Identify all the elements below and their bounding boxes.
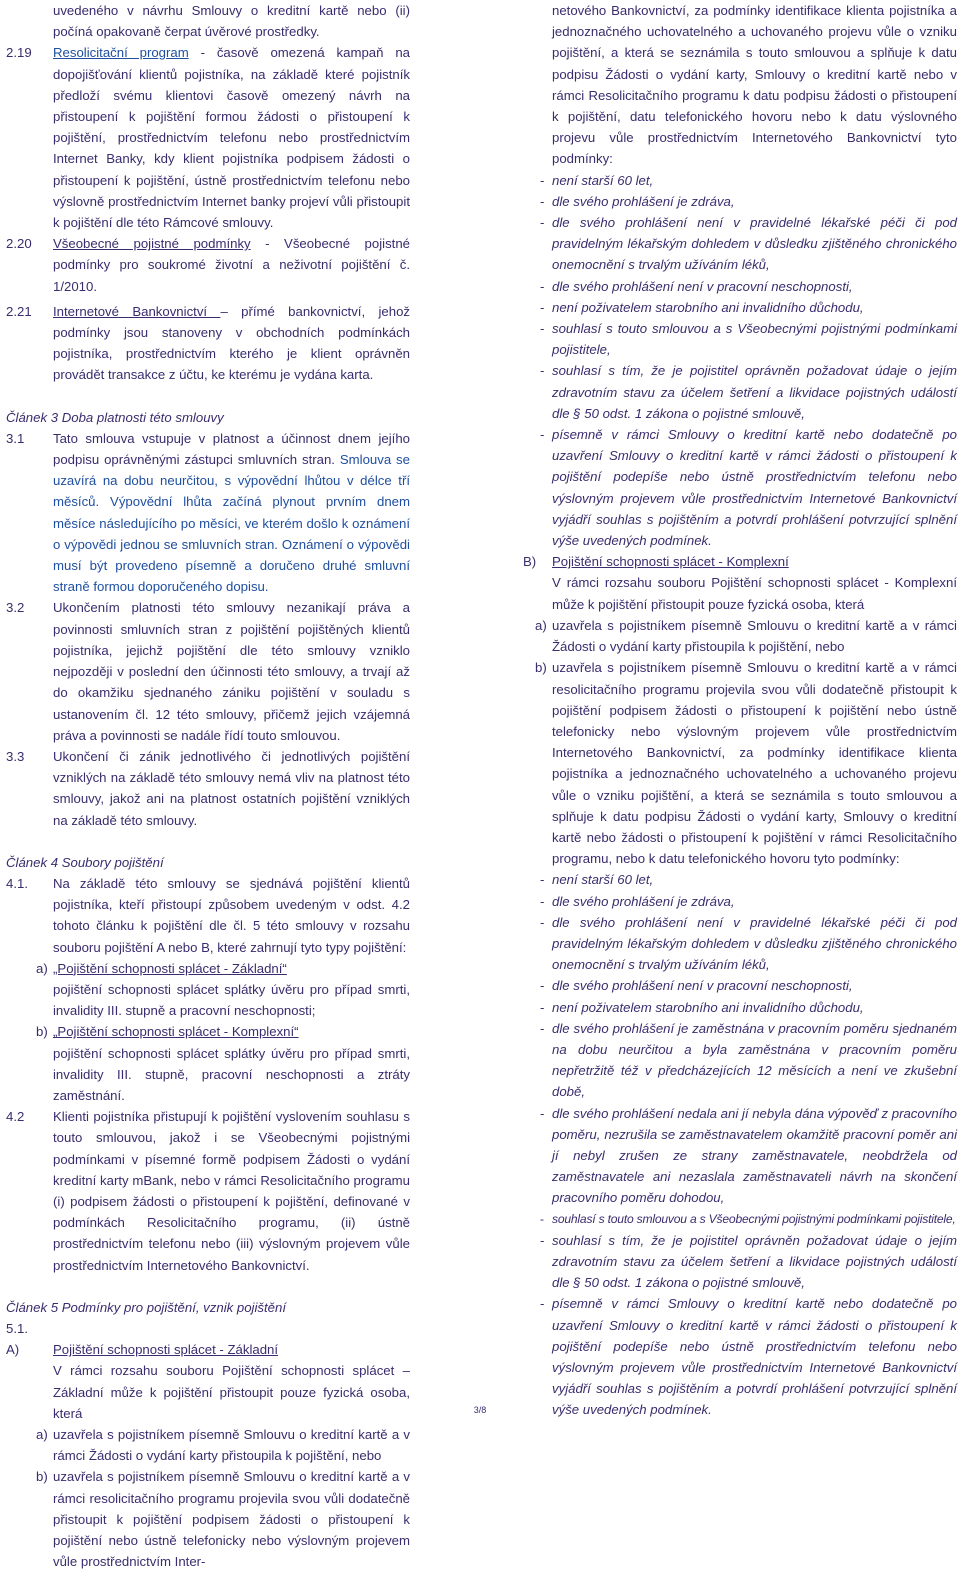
section-text: – přímé bankovnictví, jehož podmínky jsou stanoveny v obchodních podmínkách pojistníka, prostřednictvím kterého je klient oprávněn provádět transakce z účtu, ke kterému je vydána karta. bbox=[53, 303, 411, 383]
item-letter: a) bbox=[36, 960, 48, 976]
condition-text: souhlasí s touto smlouvou a s Všeobecnými pojistnými podmínkami pojistitele, bbox=[552, 1211, 956, 1226]
dash-bullet: - bbox=[540, 363, 545, 379]
section-number: 3.1 bbox=[6, 430, 25, 446]
section-number: 4.2 bbox=[6, 1109, 25, 1125]
condition-item bbox=[505, 212, 957, 276]
dash-bullet: - bbox=[540, 299, 545, 315]
condition-item bbox=[505, 297, 957, 318]
dash-bullet: - bbox=[540, 1211, 544, 1226]
section-number: 2.19 bbox=[6, 45, 32, 61]
condition-text: dle svého prohlášení je zdráva, bbox=[552, 193, 735, 209]
condition-item bbox=[505, 424, 957, 551]
condition-item bbox=[505, 276, 957, 297]
page-number: 3/8 bbox=[473, 1405, 487, 1415]
section-number: 2.21 bbox=[6, 303, 32, 319]
condition-text: dle svého prohlášení je zaměstnána v pracovním poměru sjednaném na dobu neurčitou a byla zaměstnána v pracovním poměru nepřetržitě též v předcházejících 12 měsících a není ve zkušební době, bbox=[552, 1020, 957, 1100]
left-column bbox=[6, 0, 410, 1572]
item-letter: B) bbox=[523, 554, 537, 570]
item-term: Pojištění schopnosti splácet - Komplexní bbox=[552, 554, 789, 570]
dash-bullet: - bbox=[540, 1296, 545, 1312]
condition-text: dle svého prohlášení není v pracovní neschopnosti, bbox=[552, 978, 853, 994]
dash-bullet: - bbox=[540, 872, 545, 888]
item-letter: a) bbox=[535, 617, 547, 633]
section-4-1-a bbox=[6, 958, 410, 1022]
section-text: Ukončení či zánik jednotlivého či jednotlivých pojištění vzniklých na základě této smlouvy nemá vliv na platnost této smlouvy, jakož ani na platnost ostatních pojištění vzniklých na základě této smlouvy. bbox=[53, 748, 410, 828]
section-3-1 bbox=[6, 428, 410, 598]
item-letter: b) bbox=[36, 1469, 48, 1485]
section-5-1-number: 5.1. bbox=[6, 1320, 28, 1336]
condition-item bbox=[505, 191, 957, 212]
condition-text: není starší 60 let, bbox=[552, 872, 654, 888]
item-text: uzavřela s pojistníkem písemně Smlouvu o kreditní kartě a v rámci resolicitačního programu projevila svou vůli dodatečně přistoupit k pojištění podpisem žádosti o přistoupení k pojištění nebo ústně telefonicky nebo výslovným projevem vůle prostřednictvím Internetového Bankovnictví, za podmínky identifikace klienta pojistníka a jednoznačného uchovatelného a uchovaného projevu vůle o vzniku pojištění, a která se seznámila s touto smlouvou a splňuje k datu podpisu Žádosti o vydání karty, Smlouvy o kreditní kartě nebo žádosti o přistoupení k pojištění v rámci Resolicitačního programu, nebo k datu telefonického hovoru tyto podmínky: bbox=[552, 660, 957, 867]
section-number: 3.2 bbox=[6, 600, 25, 616]
dash-bullet: - bbox=[540, 215, 545, 231]
term-vseobecne-podminky: Všeobecné pojistné podmínky bbox=[53, 236, 251, 252]
paragraph-2-18-continuation: uvedeného v návrhu Smlouvy o kreditní kartě nebo (ii) počíná opakovaně čerpat úvěrové prostředky. bbox=[53, 3, 410, 40]
condition-item bbox=[505, 318, 957, 360]
condition-item bbox=[505, 975, 957, 996]
section-text-b: Smlouva se uzavírá na dobu neurčitou, s výpovědní lhůtou v délce tří měsíců. Výpovědní lhůta začíná plynout prvním dnem měsíce následujícího po měsíci, ve kterém došlo k oznámení o výpovědi jednou se smluvních stran. Oznámení o výpovědi musí být provedeno písemně a doručeno druhé smluvní straně formou doporučeného dopisu. bbox=[53, 452, 410, 595]
conditions-list-b bbox=[505, 869, 957, 1420]
condition-text: souhlasí s tím, že je pojistitel oprávněn požadovat údaje o jejím zdravotním stavu za účelem šetření a likvidace pojistných událostí dle § 50 odst. 1 zákona o pojistné smlouvě, bbox=[552, 363, 957, 421]
condition-text: dle svého prohlášení nedala ani jí nebyla dána výpověď z pracovního poměru, nezrušila se zaměstnavatelem okamžitě pracovní poměr ani jí nebyl zrušen ze strany zaměstnavatele, neobdržela od zaměstnavatele ani nezaslala zaměstnavateli návrh na skončení pracovního poměru dohodou, bbox=[552, 1105, 957, 1206]
condition-item bbox=[505, 869, 957, 890]
section-3-3 bbox=[6, 746, 410, 831]
item-text: uzavřela s pojistníkem písemně Smlouvu o kreditní kartě a v rámci Žádosti o vydání karty přistoupila k pojištění, nebo bbox=[552, 617, 957, 655]
dash-bullet: - bbox=[540, 893, 545, 909]
condition-text: dle svého prohlášení není v pravidelné lékařské péči či pod pravidelným lékařským dohledem v důsledku zjištěného chronického onemocnění s trvalým užíváním léků, bbox=[552, 215, 957, 273]
item-letter: b) bbox=[36, 1024, 48, 1040]
article-4-heading: Článek 4 Soubory pojištění bbox=[6, 854, 164, 870]
section-number: 2.20 bbox=[6, 236, 32, 252]
condition-text: dle svého prohlášení není v pracovní neschopnosti, bbox=[552, 278, 853, 294]
right-column bbox=[505, 0, 957, 1421]
condition-text: dle svého prohlášení je zdráva, bbox=[552, 893, 735, 909]
item-term: Pojištění schopnosti splácet - Základní bbox=[53, 1342, 279, 1358]
condition-text: písemně v rámci Smlouvy o kreditní kartě nebo dodatečně po uzavření Smlouvy o kreditní kartě v rámci žádosti o přistoupení k pojištění podepíše nebo ústně prostřednictvím telefonu nebo výslovným projevem vůle prostřednictvím Internetové Bankovnictví vyjádří souhlas s pojištěním a potvrdí prohlášení potvrzující splnění výše uvedených podmínek. bbox=[552, 1296, 957, 1418]
condition-item bbox=[505, 1209, 957, 1230]
dash-bullet: - bbox=[540, 999, 545, 1015]
section-text: - časově omezená kampaň na dopojišťování klientů pojistníka, na základě které pojistník předloží svému klientovi časově omezený návrh na přistoupení k pojištění formou žádosti o přistoupení k pojištění, prostřednictvím telefonu nebo prostřednictvím Internet Banky, kdy klient pojistníka podpisem žádosti o přistoupení k pojištění, ústně prostřednictvím telefonu nebo výslovně prostřednictvím Internet banky projeví vůli přistoupit k pojištění dle této Rámcové smlouvy. bbox=[53, 45, 410, 231]
dash-bullet: - bbox=[540, 914, 545, 930]
section-5-A-b bbox=[6, 1466, 410, 1572]
section-text: Ukončením platnosti této smlouvy nezanikají práva a povinnosti smluvních stran z pojištění pojištěných klientů pojistníka, jejichž pojištění dle této smlouvy vzniklo nejpozději v poslední den účinnosti této smlouvy, a trvají až do okamžiku sjednaného zániku pojištění v souladu s ustanovením čl. 12 této smlouvy, přičemž jejich vzájemná práva a povinnosti se nadále řídí touto smlouvou. bbox=[53, 600, 410, 743]
condition-text: není poživatelem starobního ani invalidního důchodu, bbox=[552, 299, 864, 315]
dash-bullet: - bbox=[540, 278, 545, 294]
dash-bullet: - bbox=[540, 427, 545, 443]
item-text: uzavřela s pojistníkem písemně Smlouvu o kreditní kartě a v rámci Žádosti o vydání karty přistoupila k pojištění, nebo bbox=[53, 1427, 410, 1464]
condition-item bbox=[505, 912, 957, 976]
condition-item bbox=[505, 997, 957, 1018]
dash-bullet: - bbox=[540, 321, 545, 337]
dash-bullet: - bbox=[540, 978, 545, 994]
section-3-2 bbox=[6, 597, 410, 745]
section-5-B bbox=[505, 551, 957, 615]
condition-item bbox=[505, 1103, 957, 1209]
dash-bullet: - bbox=[540, 1105, 545, 1121]
item-letter: b) bbox=[535, 660, 547, 676]
condition-text: souhlasí s touto smlouvou a s Všeobecnými pojistnými podmínkami pojistitele, bbox=[552, 321, 957, 358]
item-letter: A) bbox=[6, 1342, 20, 1358]
article-5-heading: Článek 5 Podmínky pro pojištění, vznik pojištění bbox=[6, 1299, 287, 1315]
item-letter: a) bbox=[36, 1427, 48, 1442]
condition-text: dle svého prohlášení není v pravidelné lékařské péči či pod pravidelným lékařským dohledem v důsledku zjištěného chronického onemocnění s trvalým užíváním léků, bbox=[552, 914, 957, 973]
condition-item bbox=[505, 170, 957, 191]
condition-text: souhlasí s tím, že je pojistitel oprávněn požadovat údaje o jejím zdravotním stavu za účelem šetření a likvidace pojistných událostí dle § 50 odst. 1 zákona o pojistné smlouvě, bbox=[552, 1232, 957, 1291]
section-text-a: Tato smlouva vstupuje v platnost a účinnost dnem jejího podpisu oprávněnými zástupci smluvních stran. bbox=[53, 430, 410, 468]
section-4-1 bbox=[6, 873, 410, 958]
dash-bullet: - bbox=[540, 172, 545, 188]
section-5-A-a bbox=[6, 1424, 410, 1466]
dash-bullet: - bbox=[540, 193, 545, 209]
condition-item bbox=[505, 891, 957, 912]
section-number: 3.3 bbox=[6, 748, 25, 764]
term-internetove-bankovnictvi: Internetové Bankovnictví bbox=[53, 303, 221, 319]
section-5-B-a bbox=[505, 615, 957, 657]
item-text: pojištění schopnosti splácet splátky úvěru pro případ smrti, invalidity III. stupně a pracovní neschopnosti; bbox=[53, 981, 410, 1019]
section-number: 4.1. bbox=[6, 875, 28, 891]
condition-item bbox=[505, 1018, 957, 1103]
paragraph-continuation: netového Bankovnictví, za podmínky identifikace klienta pojistníka a jednoznačného uchovatelného a uchovaného projevu vůle o vzniku pojištění, a která se seznámila s touto smlouvou a splňuje k datu podpisu Žádosti o vydání karty, Smlouvy o kreditní kartě nebo v rámci Resolicitačního programu k datu podpisu žádosti o přistoupení k pojištění, datu telefonického hovoru nebo k datu výslovného projevu vůle prostřednictvím Internetového Bankovnictví tyto podmínky: bbox=[552, 3, 957, 167]
condition-text: není starší 60 let, bbox=[552, 172, 654, 188]
article-3-heading: Článek 3 Doba platnosti této smlouvy bbox=[6, 409, 224, 425]
section-4-1-b bbox=[6, 1021, 410, 1106]
section-4-2 bbox=[6, 1106, 410, 1276]
condition-text: není poživatelem starobního ani invalidního důchodu, bbox=[552, 999, 864, 1015]
section-text: Na základě této smlouvy se sjednává pojištění klientů pojistníka, kteří přistoupí způsobem uvedeným v odst. 4.2 tohoto článku k pojištění dle čl. 5 této smlouvy v rozsahu souboru pojištění A nebo B, které zahrnují tyto typy pojištění: bbox=[53, 875, 410, 955]
section-2-19 bbox=[6, 42, 410, 233]
section-2-20 bbox=[6, 233, 410, 297]
dash-bullet: - bbox=[540, 1232, 545, 1248]
conditions-list-a bbox=[505, 170, 957, 552]
item-term: „Pojištění schopnosti splácet - Základní“ bbox=[53, 960, 287, 976]
section-text: - Všeobecné pojistné podmínky pro soukromé životní a neživotní pojištění č. 1/2010. bbox=[53, 236, 410, 294]
section-5-B-b bbox=[505, 657, 957, 869]
term-resolicitacni-program: Resolicitační program bbox=[53, 45, 189, 61]
item-text: uzavřela s pojistníkem písemně Smlouvu o kreditní kartě a v rámci resolicitačního programu projevila svou vůli dodatečně přistoupit k pojištění podpisem žádosti o přistoupení k pojištění nebo ústně telefonicky nebo výslovným projevem vůle prostřednictvím Inter- bbox=[53, 1469, 410, 1570]
condition-item bbox=[505, 360, 957, 424]
item-text: pojištění schopnosti splácet splátky úvěru pro případ smrti, invalidity III. stupně, pracovní neschopnosti a ztráty zaměstnání. bbox=[53, 1045, 410, 1103]
dash-bullet: - bbox=[540, 1020, 545, 1036]
item-term: „Pojištění schopnosti splácet - Komplexní“ bbox=[53, 1024, 299, 1040]
item-text: V rámci rozsahu souboru Pojištění schopnosti splácet – Základní může k pojištění přistoupit pouze fyzická osoba, která bbox=[53, 1363, 410, 1421]
section-text: Klienti pojistníka přistupují k pojištění vyslovením souhlasu s touto smlouvou, jakož i se Všeobecnými pojistnými podmínkami v písemné formě podpisem Žádosti o vydání kreditní karty mBank, nebo v rámci Resolicitačního programu (i) podpisem žádosti o přistoupení k pojištění, definované v podmínkách Resolicitačního programu, (ii) ústně prostřednictvím telefonu nebo (iii) výslovným projevem vůle prostřednictvím Internetového Bankovnictví. bbox=[53, 1109, 410, 1273]
section-2-21 bbox=[6, 301, 410, 386]
condition-text: písemně v rámci Smlouvy o kreditní kartě nebo dodatečně po uzavření Smlouvy o kreditní kartě v rámci žádosti o přistoupení k pojištění podepíše nebo ústně prostřednictvím telefonu nebo výslovným projevem vůle prostřednictvím Internetové Bankovnictví vyjádří souhlas s pojištěním a potvrdí prohlášení potvrzující splnění výše uvedených podmínek. bbox=[552, 427, 957, 549]
condition-item bbox=[505, 1230, 957, 1294]
item-text: V rámci rozsahu souboru Pojištění schopnosti splácet - Komplexní může k pojištění přistoupit pouze fyzická osoba, která bbox=[552, 575, 957, 612]
